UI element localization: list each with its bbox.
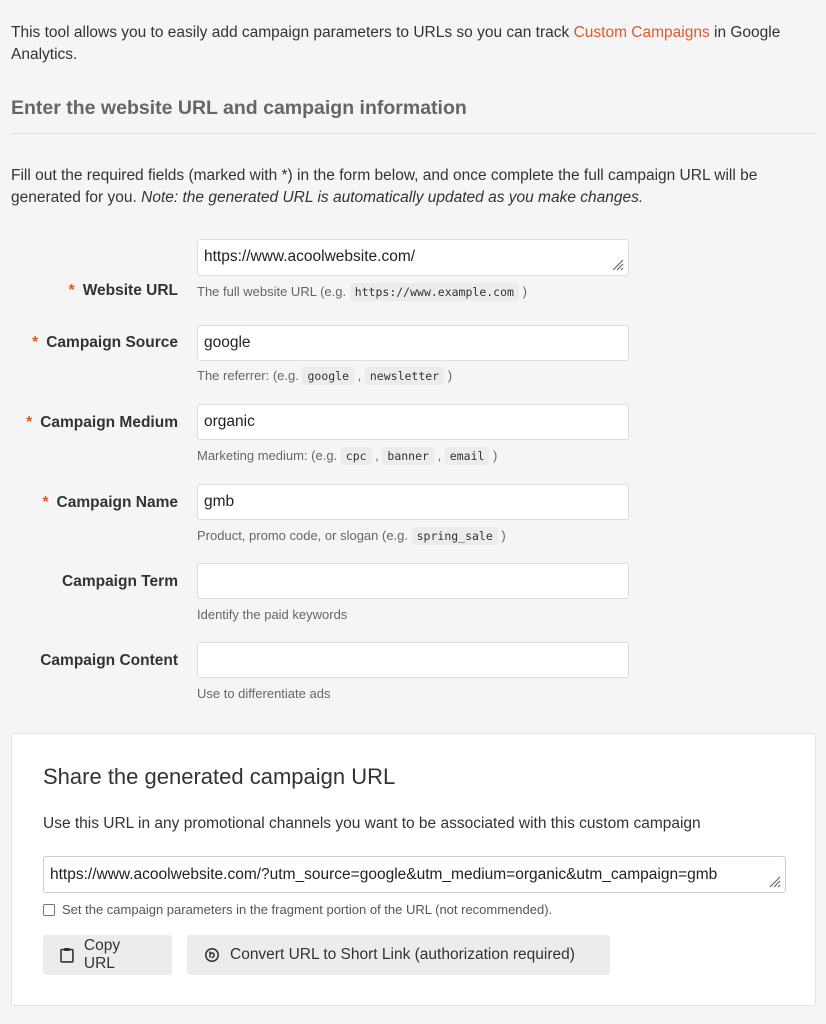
hint-text: ) [444,368,453,383]
hint-text: ) [489,448,498,463]
copy-url-button[interactable] [43,935,172,975]
campaign-content-input[interactable] [197,642,629,678]
intro-text-start: This tool allows you to easily add campaign parameters to URLs so you can track [11,24,574,41]
intro-text-end: in Google Analytics. [11,24,781,63]
campaign-term-label: Campaign Term [62,573,178,590]
fragment-checkbox[interactable] [43,904,55,916]
hint-example: https://www.example.com [350,283,519,301]
campaign-name-hint [197,528,506,543]
website-url-input[interactable] [197,239,629,276]
fragment-option[interactable] [43,902,552,917]
short-link-button[interactable] [187,935,610,975]
hint-text: Marketing medium: (e.g. [197,448,341,463]
campaign-name-value: gmb [204,493,235,510]
website-url-label [69,282,178,300]
campaign-content-hint: Use to differentiate ads [197,686,331,701]
hint-example: newsletter [365,367,444,385]
hint-separator: , [433,448,445,463]
share-title: Share the generated campaign URL [43,764,396,789]
campaign-source-label [32,334,178,352]
hint-example: cpc [341,447,372,465]
short-link-label: Convert URL to Short Link (authorization required) [230,946,575,963]
campaign-medium-label [26,414,178,432]
generated-url-value: https://www.acoolwebsite.com/?utm_source=google&utm_medium=organic&utm_campaign=gmb [50,866,718,883]
campaign-source-value: google [204,334,251,351]
campaign-medium-hint [197,448,497,463]
hint-separator: , [354,368,365,383]
section-divider [11,133,816,134]
campaign-content-label: Campaign Content [40,652,178,669]
clipboard-icon [60,947,74,963]
resize-grip-icon[interactable] [610,257,624,271]
hint-example: spring_sale [412,527,498,545]
campaign-name-input[interactable] [197,484,629,520]
short-link-icon [204,947,220,963]
instructions-text: Fill out the required fields (marked with *) in the form below, and once complete the full campaign URL will be generated for you. [11,167,758,206]
share-description: Use this URL in any promotional channels you want to be associated with this custom campaign [43,815,701,832]
hint-text: Product, promo code, or slogan (e.g. [197,528,412,543]
website-url-label-text: Website URL [82,282,178,299]
resize-grip-icon[interactable] [767,874,781,888]
campaign-medium-input[interactable] [197,404,629,440]
intro-text [11,22,811,66]
hint-example: email [445,447,490,465]
hint-example: google [302,367,354,385]
campaign-source-hint [197,368,452,383]
required-marker: * [42,494,49,511]
hint-text: The full website URL (e.g. [197,284,350,299]
website-url-hint [197,284,527,299]
share-panel [11,733,816,1006]
fragment-checkbox-label: Set the campaign parameters in the fragment portion of the URL (not recommended). [62,902,553,917]
required-marker: * [32,334,39,351]
instructions-note: Note: the generated URL is automatically updated as you make changes. [141,189,644,206]
hint-text: ) [518,284,527,299]
required-marker: * [68,282,75,299]
campaign-term-hint: Identify the paid keywords [197,607,348,622]
required-marker: * [26,414,33,431]
hint-example: banner [382,447,434,465]
campaign-medium-value: organic [204,413,255,430]
copy-url-label: Copy URL [83,937,121,972]
form-instructions [11,165,816,209]
hint-text: The referrer: (e.g. [197,368,303,383]
hint-separator: , [371,448,383,463]
hint-text: ) [497,528,506,543]
campaign-medium-label-text: Campaign Medium [40,414,178,431]
campaign-name-label-text: Campaign Name [56,494,178,511]
campaign-source-label-text: Campaign Source [46,334,178,351]
campaign-source-input[interactable] [197,325,629,361]
campaign-term-input[interactable] [197,563,629,599]
website-url-value: https://www.acoolwebsite.com/ [204,248,416,265]
generated-url-field[interactable] [43,856,786,893]
custom-campaigns-link[interactable]: Custom Campaigns [573,24,710,41]
campaign-name-label [43,494,179,512]
section-title: Enter the website URL and campaign information [11,97,467,119]
